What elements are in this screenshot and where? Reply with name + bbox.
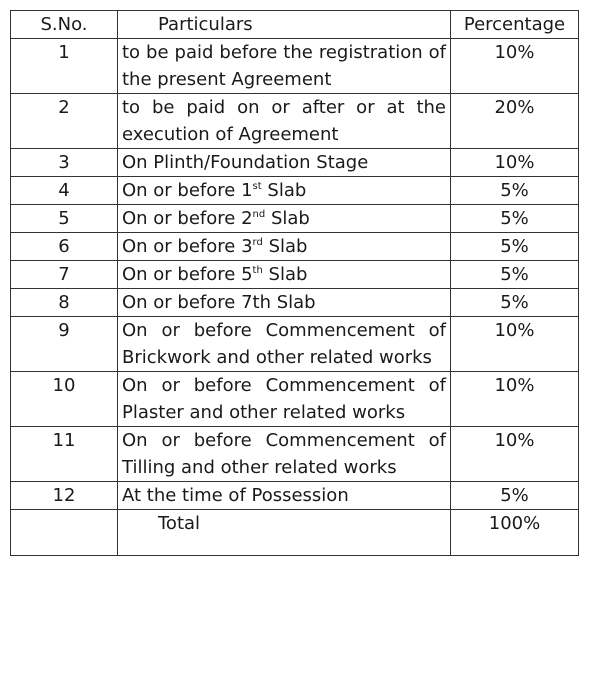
particulars-text: On or before 5 — [122, 264, 253, 285]
row-sno: 8 — [11, 289, 118, 317]
row-particulars — [118, 233, 451, 261]
row-particulars: On Plinth/Foundation Stage — [118, 149, 451, 177]
row-percentage: 20% — [451, 94, 579, 149]
row-percentage: 5% — [451, 482, 579, 510]
row-particulars: On or before Commencement of Brickwork and other related works — [118, 317, 451, 372]
payment-schedule-table — [10, 10, 579, 556]
row-sno: 11 — [11, 427, 118, 482]
ordinal-suffix: rd — [252, 237, 263, 248]
ordinal-suffix: st — [252, 181, 262, 192]
particulars-suffix: Slab — [262, 264, 308, 285]
table-row — [11, 317, 579, 372]
table-row — [11, 149, 579, 177]
row-percentage: 10% — [451, 39, 579, 94]
table-row — [11, 289, 579, 317]
ordinal-suffix: nd — [252, 209, 266, 220]
row-sno: 10 — [11, 372, 118, 427]
particulars-suffix: Slab — [262, 236, 308, 257]
row-particulars: On or before Commencement of Plaster and other related works — [118, 372, 451, 427]
row-percentage: 10% — [451, 372, 579, 427]
header-particulars: Particulars — [118, 11, 451, 39]
row-percentage: 5% — [451, 289, 579, 317]
row-sno: 12 — [11, 482, 118, 510]
row-sno: 2 — [11, 94, 118, 149]
header-percentage: Percentage — [451, 11, 579, 39]
row-sno: 3 — [11, 149, 118, 177]
table-row — [11, 233, 579, 261]
table-row — [11, 372, 579, 427]
row-percentage: 10% — [451, 149, 579, 177]
particulars-suffix: Slab — [261, 180, 307, 201]
row-sno: 9 — [11, 317, 118, 372]
row-particulars — [118, 205, 451, 233]
row-percentage: 5% — [451, 205, 579, 233]
table-row — [11, 39, 579, 94]
row-percentage: 5% — [451, 233, 579, 261]
table-row — [11, 261, 579, 289]
table-row — [11, 205, 579, 233]
total-percentage: 100% — [451, 510, 579, 556]
row-particulars: On or before 7th Slab — [118, 289, 451, 317]
row-particulars: to be paid on or after or at the execution of Agreement — [118, 94, 451, 149]
row-percentage: 10% — [451, 317, 579, 372]
total-row — [11, 510, 579, 556]
table-header-row — [11, 11, 579, 39]
table-row — [11, 427, 579, 482]
row-particulars: On or before Commencement of Tilling and other related works — [118, 427, 451, 482]
particulars-text: On or before 3 — [122, 236, 253, 257]
table-row — [11, 177, 579, 205]
row-sno: 4 — [11, 177, 118, 205]
row-percentage: 5% — [451, 177, 579, 205]
row-particulars: to be paid before the registration of the present Agreement — [118, 39, 451, 94]
particulars-suffix: Slab — [265, 208, 310, 229]
row-sno: 5 — [11, 205, 118, 233]
row-particulars — [118, 177, 451, 205]
row-sno: 1 — [11, 39, 118, 94]
particulars-text: On or before 2 — [122, 208, 253, 229]
row-percentage: 10% — [451, 427, 579, 482]
row-percentage: 5% — [451, 261, 579, 289]
total-label: Total — [118, 510, 451, 556]
row-sno: 7 — [11, 261, 118, 289]
ordinal-suffix: th — [252, 265, 263, 276]
particulars-text: On or before 1 — [122, 180, 253, 201]
row-sno: 6 — [11, 233, 118, 261]
row-particulars — [118, 261, 451, 289]
total-sno-cell — [11, 510, 118, 556]
table-row — [11, 482, 579, 510]
header-sno: S.No. — [11, 11, 118, 39]
table-row — [11, 94, 579, 149]
row-particulars: At the time of Possession — [118, 482, 451, 510]
